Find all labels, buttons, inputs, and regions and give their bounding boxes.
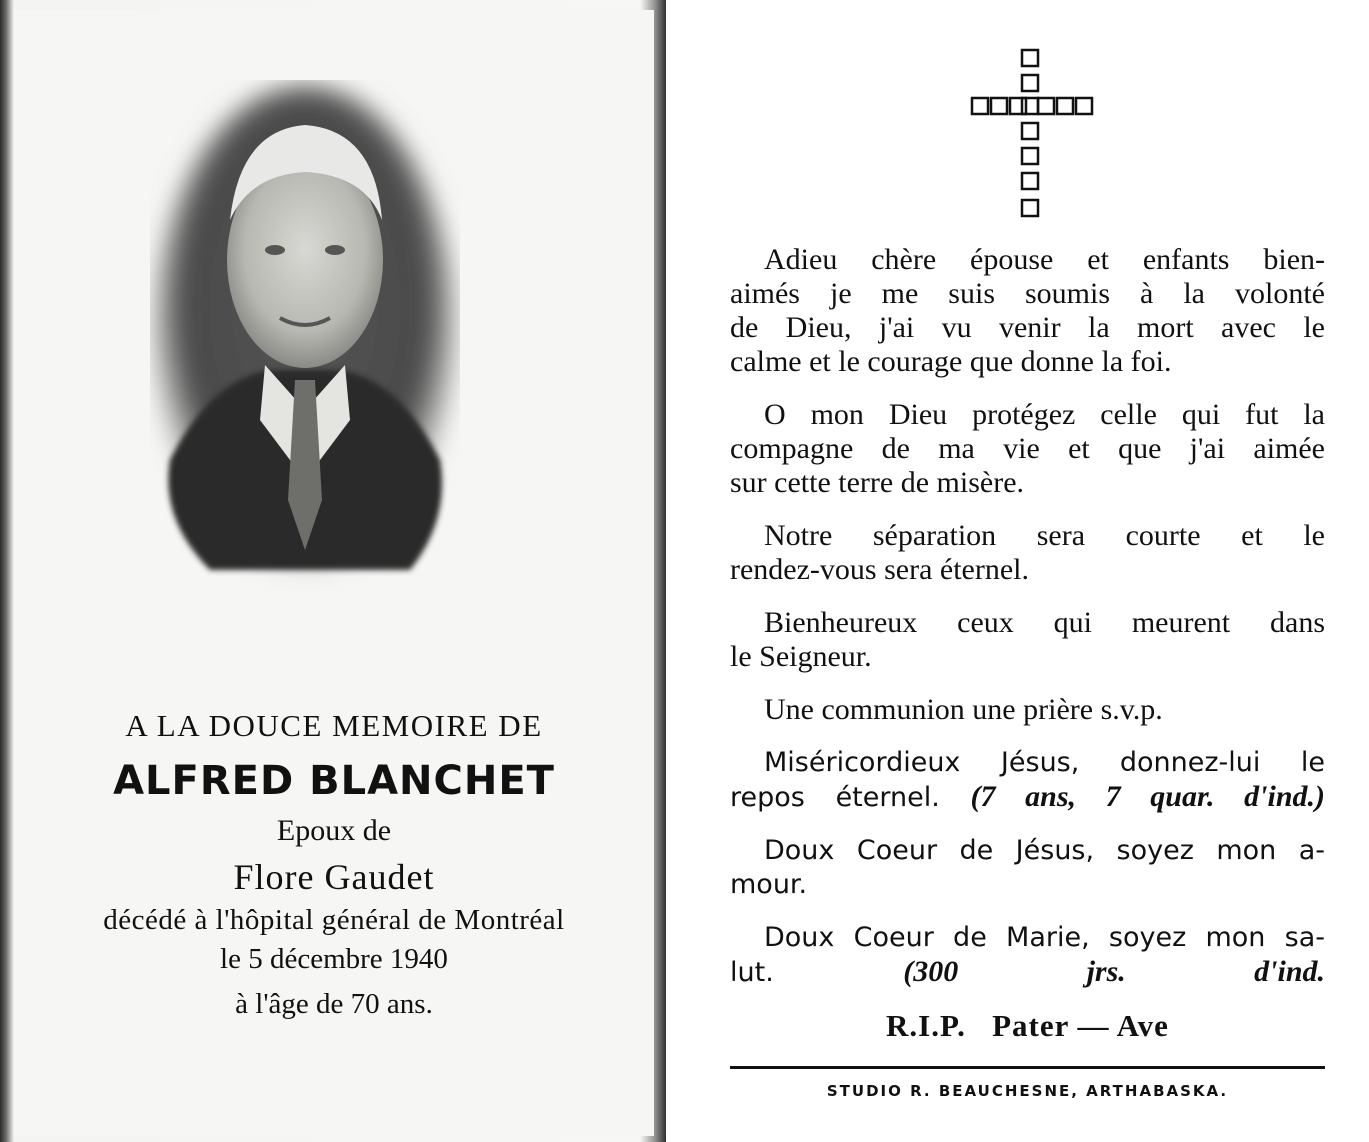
prayer-paragraph — [730, 746, 1325, 815]
text-line: mour. — [730, 869, 808, 900]
prayer-paragraph — [730, 243, 1325, 379]
memorial-text — [14, 700, 654, 1021]
divider — [730, 1066, 1325, 1069]
text-line: le Seigneur. — [730, 640, 872, 673]
text-line: Une communion une prière s.v.p. — [764, 693, 1163, 726]
text-segment: lut. — [730, 957, 774, 988]
text-line: Adieu chère épouse et enfants bien- — [764, 243, 1325, 276]
cross-icon — [970, 46, 1094, 222]
indulgence-note: (300 jrs. d'ind. — [903, 955, 1325, 988]
text-line: Bienheureux ceux qui meurent dans — [764, 606, 1325, 639]
death-date: le 5 décembre 1940 — [220, 943, 448, 975]
text-line: compagne de ma vie et que j'ai aimée — [730, 432, 1325, 465]
text-line: calme et le courage que donne la foi. — [730, 345, 1172, 378]
text-segment: repos éternel. — [730, 782, 940, 813]
prayer-paragraph — [730, 921, 1325, 990]
prayer-paragraph — [730, 398, 1325, 500]
portrait-photo — [150, 80, 460, 590]
text-line: de Dieu, j'ai vu venir la mort avec le — [730, 311, 1325, 344]
text-line-with-indulgence — [730, 780, 1325, 815]
prayer-paragraph — [730, 834, 1325, 902]
spouse-label: Epoux de — [276, 814, 392, 847]
spouse-name: Flore Gaudet — [233, 857, 435, 897]
rip-line: R.I.P. Pater — Ave — [886, 1008, 1169, 1043]
prayer-paragraph — [730, 519, 1325, 587]
text-line-with-indulgence — [730, 955, 1325, 990]
age-at-death: à l'âge de 70 ans. — [235, 988, 433, 1020]
deceased-name: ALFRED BLANCHET — [113, 758, 555, 804]
death-place: décédé à l'hôpital général de Montréal — [103, 904, 565, 936]
text-line: Doux Coeur de Marie, soyez mon sa- — [764, 922, 1325, 953]
prayer-text — [730, 243, 1325, 1009]
text-line: sur cette terre de misère. — [730, 466, 1025, 499]
text-line: O mon Dieu protégez celle qui fut la — [764, 398, 1325, 431]
text-line: Notre séparation sera courte et le — [764, 519, 1325, 552]
prayer-paragraph — [730, 693, 1325, 727]
memorial-heading: A LA DOUCE MEMOIRE DE — [125, 708, 543, 743]
prayer-paragraph — [730, 606, 1325, 674]
text-line: rendez-vous sera éternel. — [730, 553, 1030, 586]
text-line: Miséricordieux Jésus, donnez-lui le — [764, 747, 1325, 778]
indulgence-note: (7 ans, 7 quar. d'ind.) — [970, 780, 1325, 813]
memorial-card-front — [0, 0, 666, 1142]
text-line: aimés je me suis soumis à la volonté — [730, 277, 1325, 310]
text-line: Doux Coeur de Jésus, soyez mon a- — [764, 835, 1325, 866]
studio-credit: STUDIO R. BEAUCHESNE, ARTHABASKA. — [826, 1082, 1229, 1100]
memorial-card-back — [680, 0, 1369, 1142]
